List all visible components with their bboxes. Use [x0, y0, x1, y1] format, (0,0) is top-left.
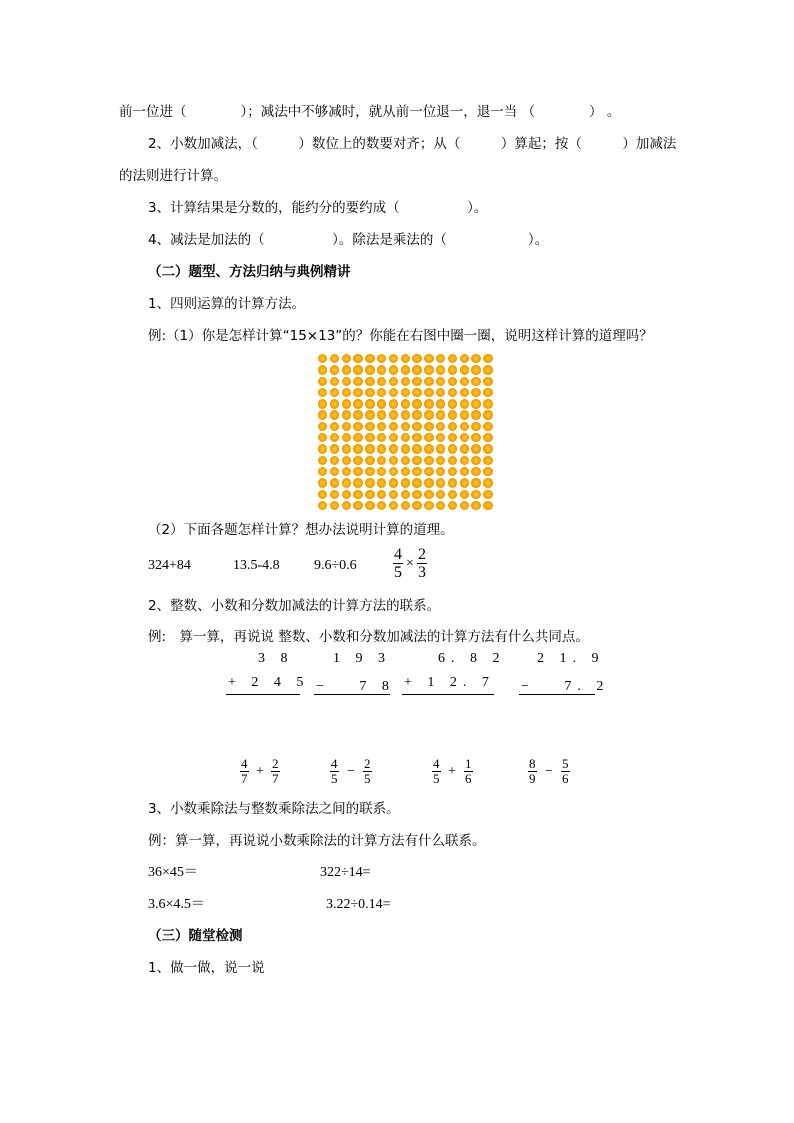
dot: [448, 377, 457, 386]
dot: [330, 399, 339, 408]
dot: [460, 490, 469, 499]
dot: [436, 501, 445, 510]
dot: [377, 354, 386, 363]
dot: [318, 478, 327, 487]
dot: [342, 365, 351, 374]
dot: [483, 354, 492, 363]
fraction-problem-1-b: $\frac{2}{7}$: [272, 756, 279, 786]
dot: [401, 388, 410, 397]
dot: [353, 422, 362, 431]
dot: [389, 354, 398, 363]
dot: [412, 490, 421, 499]
dot: [353, 410, 362, 419]
dot: [436, 433, 445, 442]
dot: [389, 501, 398, 510]
dot: [436, 354, 445, 363]
dot: [412, 422, 421, 431]
dot: [483, 456, 492, 465]
dot: [401, 354, 410, 363]
dot: [330, 377, 339, 386]
dot: [377, 422, 386, 431]
dot: [401, 478, 410, 487]
fraction-problem-3-b: $\frac{1}{6}$: [465, 756, 472, 786]
calc-item-subtract: 13.5-4.8: [233, 558, 280, 573]
dot: [342, 433, 351, 442]
dot: [365, 478, 374, 487]
vertical-calc-3-top: 6. 8 2: [438, 651, 506, 666]
dot: [436, 467, 445, 476]
dot: [401, 410, 410, 419]
dot: [412, 467, 421, 476]
dot: [471, 490, 480, 499]
text-line-carry: 前一位进（ ）；减法中不够减时，就从前一位退一，退一当 （ ） 。: [119, 104, 621, 120]
dot: [448, 444, 457, 453]
dot: [401, 456, 410, 465]
dot: [330, 444, 339, 453]
calc-divide-decimal: 3.22÷0.14=: [326, 897, 391, 912]
topic-3-title: 3、小数乘除法与整数乘除法之间的联系。: [148, 801, 400, 817]
vertical-calc-4-top: 2 1. 9: [537, 651, 605, 666]
dot: [365, 444, 374, 453]
fraction-problem-2-b: $\frac{2}{5}$: [364, 756, 371, 786]
dot: [424, 422, 433, 431]
dot: [471, 467, 480, 476]
dot: [412, 354, 421, 363]
example-2-question: 例: 算一算，再说说 整数、小数和分数加减法的计算方法有什么共同点。: [148, 629, 589, 645]
dot: [460, 354, 469, 363]
example-1-part-2: （2）下面各题怎样计算？想办法说明计算的道理。: [148, 522, 454, 538]
dot: [424, 433, 433, 442]
dot: [318, 444, 327, 453]
question-4-line: 4、减法是加法的（ ）。除法是乘法的（ ）。: [148, 232, 549, 248]
dot: [424, 467, 433, 476]
dot: [483, 365, 492, 374]
vertical-calc-1-bottom: + 2 4 5: [228, 675, 310, 690]
dot: [424, 501, 433, 510]
dot: [365, 490, 374, 499]
dot: [412, 444, 421, 453]
dot: [436, 456, 445, 465]
dot: [424, 388, 433, 397]
calc-multiply-decimal: 3.6×4.5＝: [148, 897, 205, 912]
dot: [342, 422, 351, 431]
dot: [424, 399, 433, 408]
dot: [389, 467, 398, 476]
dot: [471, 433, 480, 442]
dot: [342, 444, 351, 453]
vertical-calc-1-rule: [226, 694, 300, 695]
dot: [460, 410, 469, 419]
dot: [424, 354, 433, 363]
dot: [424, 444, 433, 453]
dot: [448, 410, 457, 419]
dot: [448, 433, 457, 442]
dot: [483, 478, 492, 487]
dot: [448, 490, 457, 499]
dot: [377, 490, 386, 499]
dot: [471, 422, 480, 431]
dot: [460, 399, 469, 408]
dot: [377, 433, 386, 442]
dot: [448, 365, 457, 374]
times-sign: ×: [406, 556, 414, 571]
dot: [365, 354, 374, 363]
dot: [436, 444, 445, 453]
dot: [412, 377, 421, 386]
dot: [460, 456, 469, 465]
dot: [436, 365, 445, 374]
question-3-line: 3、计算结果是分数的，能约分的要约成（ ）。: [148, 200, 488, 216]
dot: [471, 399, 480, 408]
dot: [318, 399, 327, 408]
dot: [412, 433, 421, 442]
dot: [318, 490, 327, 499]
dot: [318, 365, 327, 374]
dot: [353, 501, 362, 510]
dot: [448, 388, 457, 397]
dot: [448, 354, 457, 363]
dot: [318, 433, 327, 442]
calc-fraction-1: $\frac{4}{5}$: [394, 546, 402, 581]
dot: [377, 501, 386, 510]
dot: [389, 388, 398, 397]
topic-1-title: 1、四则运算的计算方法。: [148, 296, 306, 312]
fraction-problem-3-op: +: [448, 764, 456, 779]
dot: [389, 490, 398, 499]
dot: [471, 354, 480, 363]
fraction-problem-4-a: $\frac{8}{9}$: [529, 756, 536, 786]
dot: [448, 399, 457, 408]
dot: [424, 377, 433, 386]
fraction-problem-1-op: +: [256, 764, 264, 779]
dot: [460, 422, 469, 431]
dot: [365, 467, 374, 476]
dot: [318, 467, 327, 476]
dot: [330, 478, 339, 487]
dot: [330, 456, 339, 465]
dot: [377, 399, 386, 408]
dot: [318, 456, 327, 465]
dot: [483, 399, 492, 408]
section-heading-2: （二）题型、方法归纳与典例精讲: [148, 264, 351, 280]
fraction-problem-4-b: $\frac{5}{6}$: [562, 756, 569, 786]
dot: [436, 377, 445, 386]
vertical-calc-4-bottom: − 7. 2: [521, 679, 610, 694]
dot: [448, 501, 457, 510]
dot: [353, 433, 362, 442]
example-1-question: 例:（1）你是怎样计算“15×13”的？你能在右图中圈一圈，说明这样计算的道理吗？: [148, 328, 653, 344]
dot: [389, 365, 398, 374]
vertical-calc-2-rule: [314, 694, 390, 695]
dot: [483, 422, 492, 431]
vertical-calc-3-rule: [402, 694, 494, 695]
dot: [401, 490, 410, 499]
dot: [389, 399, 398, 408]
dot: [342, 354, 351, 363]
question-2-continued: 的法则进行计算。: [119, 168, 227, 184]
calc-fraction-2: $\frac{2}{3}$: [418, 546, 426, 581]
dot: [483, 444, 492, 453]
dot: [471, 410, 480, 419]
dot: [460, 433, 469, 442]
dot: [389, 410, 398, 419]
dot: [412, 388, 421, 397]
dot: [377, 478, 386, 487]
dot: [448, 456, 457, 465]
vertical-calc-1-top: 3 8: [258, 651, 294, 666]
dot: [318, 388, 327, 397]
dot: [412, 501, 421, 510]
dot: [448, 467, 457, 476]
dot: [377, 410, 386, 419]
dot: [377, 456, 386, 465]
dot: [471, 456, 480, 465]
fraction-problem-4-op: −: [545, 764, 553, 779]
dot: [365, 501, 374, 510]
dot: [365, 410, 374, 419]
vertical-calc-4-rule: [519, 694, 595, 695]
dot: [353, 478, 362, 487]
dot: [318, 377, 327, 386]
dot: [318, 410, 327, 419]
dot: [460, 467, 469, 476]
dot: [318, 354, 327, 363]
vertical-calc-3-bottom: + 1 2. 7: [404, 675, 495, 690]
topic-2-title: 2、整数、小数和分数加减法的计算方法的联系。: [148, 598, 441, 614]
dot: [460, 478, 469, 487]
dot: [436, 490, 445, 499]
dot: [342, 456, 351, 465]
dot-array-figure: [318, 354, 495, 512]
dot: [330, 388, 339, 397]
calc-item-add: 324+84: [148, 558, 191, 573]
dot: [412, 456, 421, 465]
vertical-calc-2-bottom: − 7 8: [316, 679, 395, 694]
dot: [353, 467, 362, 476]
dot: [318, 501, 327, 510]
dot: [318, 422, 327, 431]
dot: [424, 478, 433, 487]
dot: [330, 501, 339, 510]
dot: [460, 444, 469, 453]
dot: [365, 399, 374, 408]
example-3-question: 例：算一算，再说说小数乘除法的计算方法有什么联系。: [148, 833, 486, 849]
dot: [365, 422, 374, 431]
dot: [401, 501, 410, 510]
question-2-line: 2、小数加减法，（ ）数位上的数要对齐；从（ ）算起；按（ ）加减法: [148, 136, 677, 152]
dot: [448, 422, 457, 431]
dot: [401, 433, 410, 442]
dot: [365, 433, 374, 442]
dot: [377, 365, 386, 374]
dot: [330, 410, 339, 419]
dot: [448, 478, 457, 487]
dot: [460, 377, 469, 386]
dot: [389, 456, 398, 465]
dot: [471, 478, 480, 487]
fraction-problem-2-a: $\frac{4}{5}$: [331, 756, 338, 786]
dot: [460, 365, 469, 374]
dot: [365, 388, 374, 397]
dot: [330, 433, 339, 442]
dot: [483, 490, 492, 499]
dot: [353, 399, 362, 408]
fraction-problem-3-a: $\frac{4}{5}$: [433, 756, 440, 786]
dot: [353, 444, 362, 453]
dot: [330, 422, 339, 431]
dot: [401, 422, 410, 431]
dot: [377, 444, 386, 453]
dot: [471, 365, 480, 374]
dot: [342, 399, 351, 408]
dot: [424, 365, 433, 374]
practice-item-1: 1、做一做，说一说: [148, 960, 265, 976]
dot: [424, 456, 433, 465]
dot: [389, 478, 398, 487]
dot: [460, 501, 469, 510]
dot: [483, 501, 492, 510]
calc-item-divide: 9.6÷0.6: [314, 558, 357, 573]
dot: [342, 377, 351, 386]
dot: [424, 490, 433, 499]
dot: [389, 377, 398, 386]
dot: [353, 377, 362, 386]
dot: [483, 467, 492, 476]
dot: [483, 388, 492, 397]
dot: [401, 399, 410, 408]
dot: [330, 365, 339, 374]
calc-multiply-whole: 36×45＝: [148, 865, 198, 880]
dot: [353, 456, 362, 465]
dot: [471, 377, 480, 386]
dot: [389, 433, 398, 442]
dot: [412, 399, 421, 408]
dot: [342, 501, 351, 510]
dot: [389, 422, 398, 431]
dot: [377, 388, 386, 397]
dot: [401, 467, 410, 476]
section-heading-3: （三）随堂检测: [148, 928, 243, 944]
dot: [365, 456, 374, 465]
dot: [342, 410, 351, 419]
dot: [330, 490, 339, 499]
dot: [401, 377, 410, 386]
dot: [412, 410, 421, 419]
dot: [377, 467, 386, 476]
dot: [365, 365, 374, 374]
dot: [436, 399, 445, 408]
dot: [389, 444, 398, 453]
dot: [424, 410, 433, 419]
dot: [377, 377, 386, 386]
dot: [401, 365, 410, 374]
dot: [365, 377, 374, 386]
dot: [483, 433, 492, 442]
fraction-problem-1-a: $\frac{4}{7}$: [241, 756, 248, 786]
dot: [471, 501, 480, 510]
dot: [353, 490, 362, 499]
dot: [436, 478, 445, 487]
dot: [436, 410, 445, 419]
dot: [471, 444, 480, 453]
dot: [330, 354, 339, 363]
dot: [412, 478, 421, 487]
dot: [353, 365, 362, 374]
dot: [401, 444, 410, 453]
dot: [353, 354, 362, 363]
vertical-calc-2-top: 1 9 3: [333, 651, 391, 666]
dot: [436, 422, 445, 431]
dot: [436, 388, 445, 397]
dot: [342, 388, 351, 397]
fraction-problem-2-op: −: [347, 764, 355, 779]
dot: [330, 467, 339, 476]
calc-divide-whole: 322÷14=: [320, 865, 371, 880]
dot: [471, 388, 480, 397]
dot: [342, 467, 351, 476]
dot: [342, 490, 351, 499]
dot: [460, 388, 469, 397]
dot: [353, 388, 362, 397]
dot: [483, 410, 492, 419]
dot: [412, 365, 421, 374]
dot: [483, 377, 492, 386]
dot: [342, 478, 351, 487]
